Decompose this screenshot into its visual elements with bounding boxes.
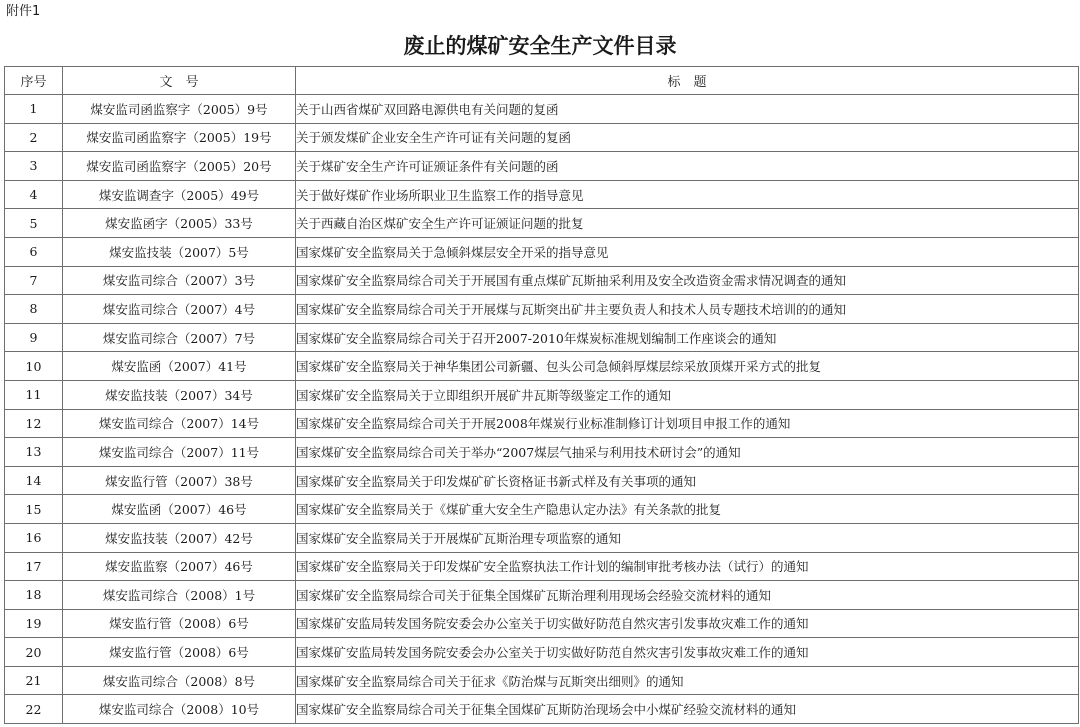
column-header-seq: 序号 — [5, 67, 63, 95]
row-title: 国家煤矿安全监察局关于立即组织开展矿井瓦斯等级鉴定工作的通知 — [296, 380, 1079, 409]
row-doc-no: 煤安监司综合（2007）7号 — [63, 323, 296, 352]
row-title: 关于山西省煤矿双回路电源供电有关问题的复函 — [296, 95, 1079, 124]
column-header-doc-no: 文 号 — [63, 67, 296, 95]
row-doc-no: 煤安监司函监察字（2005）20号 — [63, 152, 296, 181]
row-seq: 8 — [5, 295, 63, 324]
table-row — [5, 409, 1079, 438]
table-row — [5, 266, 1079, 295]
row-seq: 5 — [5, 209, 63, 238]
row-doc-no: 煤安监司综合（2008）1号 — [63, 581, 296, 610]
row-seq: 2 — [5, 123, 63, 152]
row-title: 国家煤矿安全监察局综合司关于开展煤与瓦斯突出矿井主要负责人和技术人员专题技术培训的的通知 — [296, 295, 1079, 324]
row-title: 国家煤矿安全监察局综合司关于征集全国煤矿瓦斯防治现场会中小煤矿经验交流材料的通知 — [296, 695, 1079, 724]
row-seq: 3 — [5, 152, 63, 181]
row-title: 关于颁发煤矿企业安全生产许可证有关问题的复函 — [296, 123, 1079, 152]
row-title: 国家煤矿安全监察局综合司关于开展国有重点煤矿瓦斯抽采利用及安全改造资金需求情况调查的通知 — [296, 266, 1079, 295]
row-seq: 18 — [5, 581, 63, 610]
row-title: 关于煤矿安全生产许可证颁证条件有关问题的函 — [296, 152, 1079, 181]
row-doc-no: 煤安监司综合（2007）14号 — [63, 409, 296, 438]
row-doc-no: 煤安监函字（2005）33号 — [63, 209, 296, 238]
table-row — [5, 581, 1079, 610]
row-doc-no: 煤安监行管（2007）38号 — [63, 466, 296, 495]
row-seq: 16 — [5, 523, 63, 552]
row-title: 国家煤矿安全监察局关于急倾斜煤层安全开采的指导意见 — [296, 237, 1079, 266]
row-seq: 12 — [5, 409, 63, 438]
row-doc-no: 煤安监技装（2007）5号 — [63, 237, 296, 266]
row-doc-no: 煤安监司综合（2007）3号 — [63, 266, 296, 295]
table-header-row — [5, 67, 1079, 95]
row-title: 国家煤矿安全监察局关于开展煤矿瓦斯治理专项监察的通知 — [296, 523, 1079, 552]
row-title: 国家煤矿安监局转发国务院安委会办公室关于切实做好防范自然灾害引发事故灾难工作的通知 — [296, 609, 1079, 638]
table-row — [5, 95, 1079, 124]
row-seq: 9 — [5, 323, 63, 352]
table-row — [5, 237, 1079, 266]
table-row — [5, 552, 1079, 581]
column-header-title: 标 题 — [296, 67, 1079, 95]
row-seq: 15 — [5, 495, 63, 524]
row-doc-no: 煤安监司综合（2008）8号 — [63, 666, 296, 695]
table-row — [5, 666, 1079, 695]
table-row — [5, 295, 1079, 324]
attachment-label: 附件1 — [6, 4, 41, 19]
row-seq: 4 — [5, 180, 63, 209]
table-row — [5, 466, 1079, 495]
row-seq: 10 — [5, 352, 63, 381]
row-seq: 17 — [5, 552, 63, 581]
row-doc-no: 煤安监行管（2008）6号 — [63, 638, 296, 667]
row-seq: 6 — [5, 237, 63, 266]
row-doc-no: 煤安监司综合（2008）10号 — [63, 695, 296, 724]
table-row — [5, 152, 1079, 181]
row-seq: 7 — [5, 266, 63, 295]
table-row — [5, 209, 1079, 238]
row-doc-no: 煤安监司函监察字（2005）9号 — [63, 95, 296, 124]
row-seq: 22 — [5, 695, 63, 724]
table-row — [5, 523, 1079, 552]
row-doc-no: 煤安监司函监察字（2005）19号 — [63, 123, 296, 152]
table-row — [5, 380, 1079, 409]
row-title: 关于做好煤矿作业场所职业卫生监察工作的指导意见 — [296, 180, 1079, 209]
row-seq: 19 — [5, 609, 63, 638]
table-body — [5, 95, 1079, 724]
row-seq: 1 — [5, 95, 63, 124]
row-title: 国家煤矿安全监察局综合司关于征集全国煤矿瓦斯治理利用现场会经验交流材料的通知 — [296, 581, 1079, 610]
row-title: 国家煤矿安监局转发国务院安委会办公室关于切实做好防范自然灾害引发事故灾难工作的通知 — [296, 638, 1079, 667]
row-title: 国家煤矿安全监察局关于神华集团公司新疆、包头公司急倾斜厚煤层综采放顶煤开采方式的批复 — [296, 352, 1079, 381]
table-row — [5, 638, 1079, 667]
row-doc-no: 煤安监技装（2007）42号 — [63, 523, 296, 552]
row-title: 国家煤矿安全监察局关于《煤矿重大安全生产隐患认定办法》有关条款的批复 — [296, 495, 1079, 524]
row-seq: 20 — [5, 638, 63, 667]
row-doc-no: 煤安监调查字（2005）49号 — [63, 180, 296, 209]
row-title: 国家煤矿安全监察局综合司关于征求《防治煤与瓦斯突出细则》的通知 — [296, 666, 1079, 695]
abolished-documents-table — [4, 66, 1079, 724]
row-seq: 11 — [5, 380, 63, 409]
row-doc-no: 煤安监司综合（2007）4号 — [63, 295, 296, 324]
table-row — [5, 495, 1079, 524]
table-row — [5, 352, 1079, 381]
row-doc-no: 煤安监监察（2007）46号 — [63, 552, 296, 581]
row-title: 国家煤矿安全监察局综合司关于举办“2007煤层气抽采与利用技术研讨会”的通知 — [296, 438, 1079, 467]
row-title: 国家煤矿安全监察局综合司关于召开2007-2010年煤炭标准规划编制工作座谈会的通知 — [296, 323, 1079, 352]
table-row — [5, 323, 1079, 352]
table-row — [5, 609, 1079, 638]
row-doc-no: 煤安监函（2007）41号 — [63, 352, 296, 381]
row-doc-no: 煤安监技装（2007）34号 — [63, 380, 296, 409]
row-seq: 13 — [5, 438, 63, 467]
row-title: 国家煤矿安全监察局关于印发煤矿安全监察执法工作计划的编制审批考核办法（试行）的通知 — [296, 552, 1079, 581]
row-seq: 21 — [5, 666, 63, 695]
row-doc-no: 煤安监行管（2008）6号 — [63, 609, 296, 638]
table-row — [5, 695, 1079, 724]
table-row — [5, 438, 1079, 467]
table-row — [5, 123, 1079, 152]
table-row — [5, 180, 1079, 209]
row-doc-no: 煤安监司综合（2007）11号 — [63, 438, 296, 467]
row-title: 国家煤矿安全监察局关于印发煤矿矿长资格证书新式样及有关事项的通知 — [296, 466, 1079, 495]
row-title: 关于西藏自治区煤矿安全生产许可证颁证问题的批复 — [296, 209, 1079, 238]
row-doc-no: 煤安监函（2007）46号 — [63, 495, 296, 524]
row-title: 国家煤矿安全监察局综合司关于开展2008年煤炭行业标准制修订计划项目申报工作的通知 — [296, 409, 1079, 438]
row-seq: 14 — [5, 466, 63, 495]
document-title: 废止的煤矿安全生产文件目录 — [403, 34, 677, 58]
